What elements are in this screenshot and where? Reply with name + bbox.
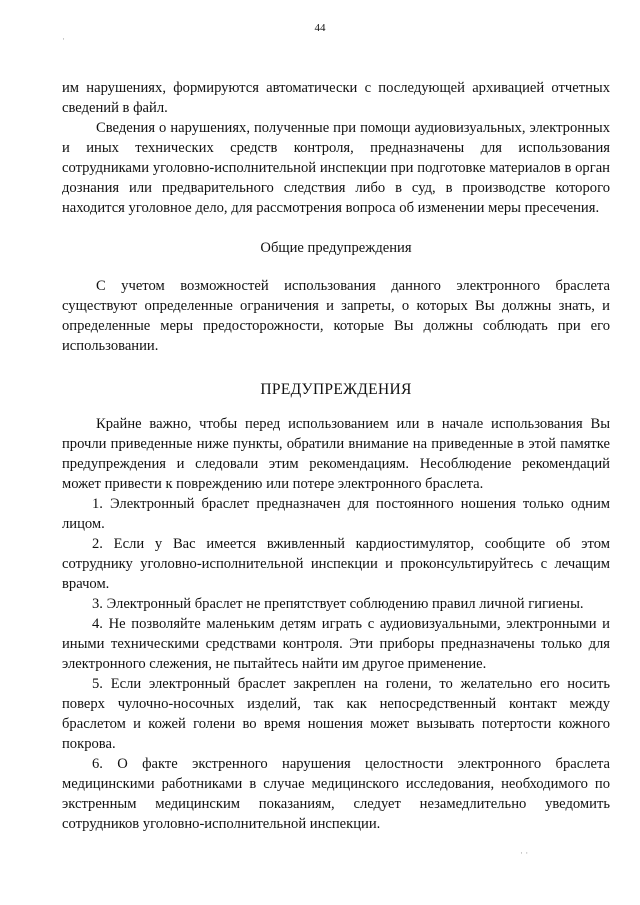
warning-item-3: 3. Электронный браслет не препятствует соблюдению правил личной гигиены. bbox=[92, 596, 584, 612]
paragraph-general-warnings: С учетом возможностей использования данного электронного браслета существуют определенные ограничения и запреты, о которых Вы должны знать, и определенные меры предосторожности, которые Вы должны соблюдать при его использовании. bbox=[62, 278, 610, 354]
paragraph-continuation: им нарушениях, формируются автоматически с последующей архивацией отчетных сведений в файл. bbox=[62, 80, 610, 116]
section-heading-warnings: ПРЕДУПРЕЖДЕНИЯ bbox=[260, 381, 412, 398]
warning-item-2: 2. Если у Вас имеется вживленный кардиостимулятор, сообщите об этом сотруднику уголовно-исполнительной инспекции и проконсультируйтесь с лечащим врачом. bbox=[62, 536, 610, 592]
scan-speck: · · bbox=[520, 848, 529, 858]
section-heading-general: Общие предупреждения bbox=[260, 240, 412, 256]
paragraph-warnings-intro: Крайне важно, чтобы перед использованием или в начале использования Вы прочли приведенные ниже пункты, обратили внимание на приведенные в этой памятке предупреждения и следовали этим рекомендациям. Несоблюдение рекомендаций может привести к повреждению или потере электронного браслета. bbox=[62, 416, 610, 492]
page-number: 44 bbox=[314, 22, 326, 34]
paragraph-violation-info: Сведения о нарушениях, полученные при помощи аудиовизуальных, электронных и иных технических средств контроля, предназначены для использования сотрудниками уголовно-исполнительной инспекции при подготовке материалов в орган дознания или предварительного следствия либо в суд, в производстве которого находится уголовное дело, для рассмотрения вопроса об изменении меры пресечения. bbox=[62, 120, 610, 216]
document-body bbox=[62, 78, 610, 834]
warning-item-5: 5. Если электронный браслет закреплен на голени, то желательно его носить поверх чулочно-носочных изделий, так как непосредственный контакт между браслетом и кожей голени во время ношения может вызывать потертости кожного покрова. bbox=[62, 676, 610, 752]
warning-item-6: 6. О факте экстренного нарушения целостности электронного браслета медицинскими работниками в случае медицинского исследования, необходимого по экстренным медицинским показаниям, следует незамедлительно уведомить сотрудников уголовно-исполнительной инспекции. bbox=[62, 756, 610, 832]
warning-item-1: 1. Электронный браслет предназначен для постоянного ношения только одним лицом. bbox=[62, 496, 610, 532]
warning-item-4: 4. Не позволяйте маленьким детям играть с аудиовизуальными, электронными и иными техническими средствами контроля. Эти приборы предназначены только для электронного слежения, не пытайтесь найти им другое применение. bbox=[62, 616, 610, 672]
scan-speck: · bbox=[62, 34, 65, 44]
